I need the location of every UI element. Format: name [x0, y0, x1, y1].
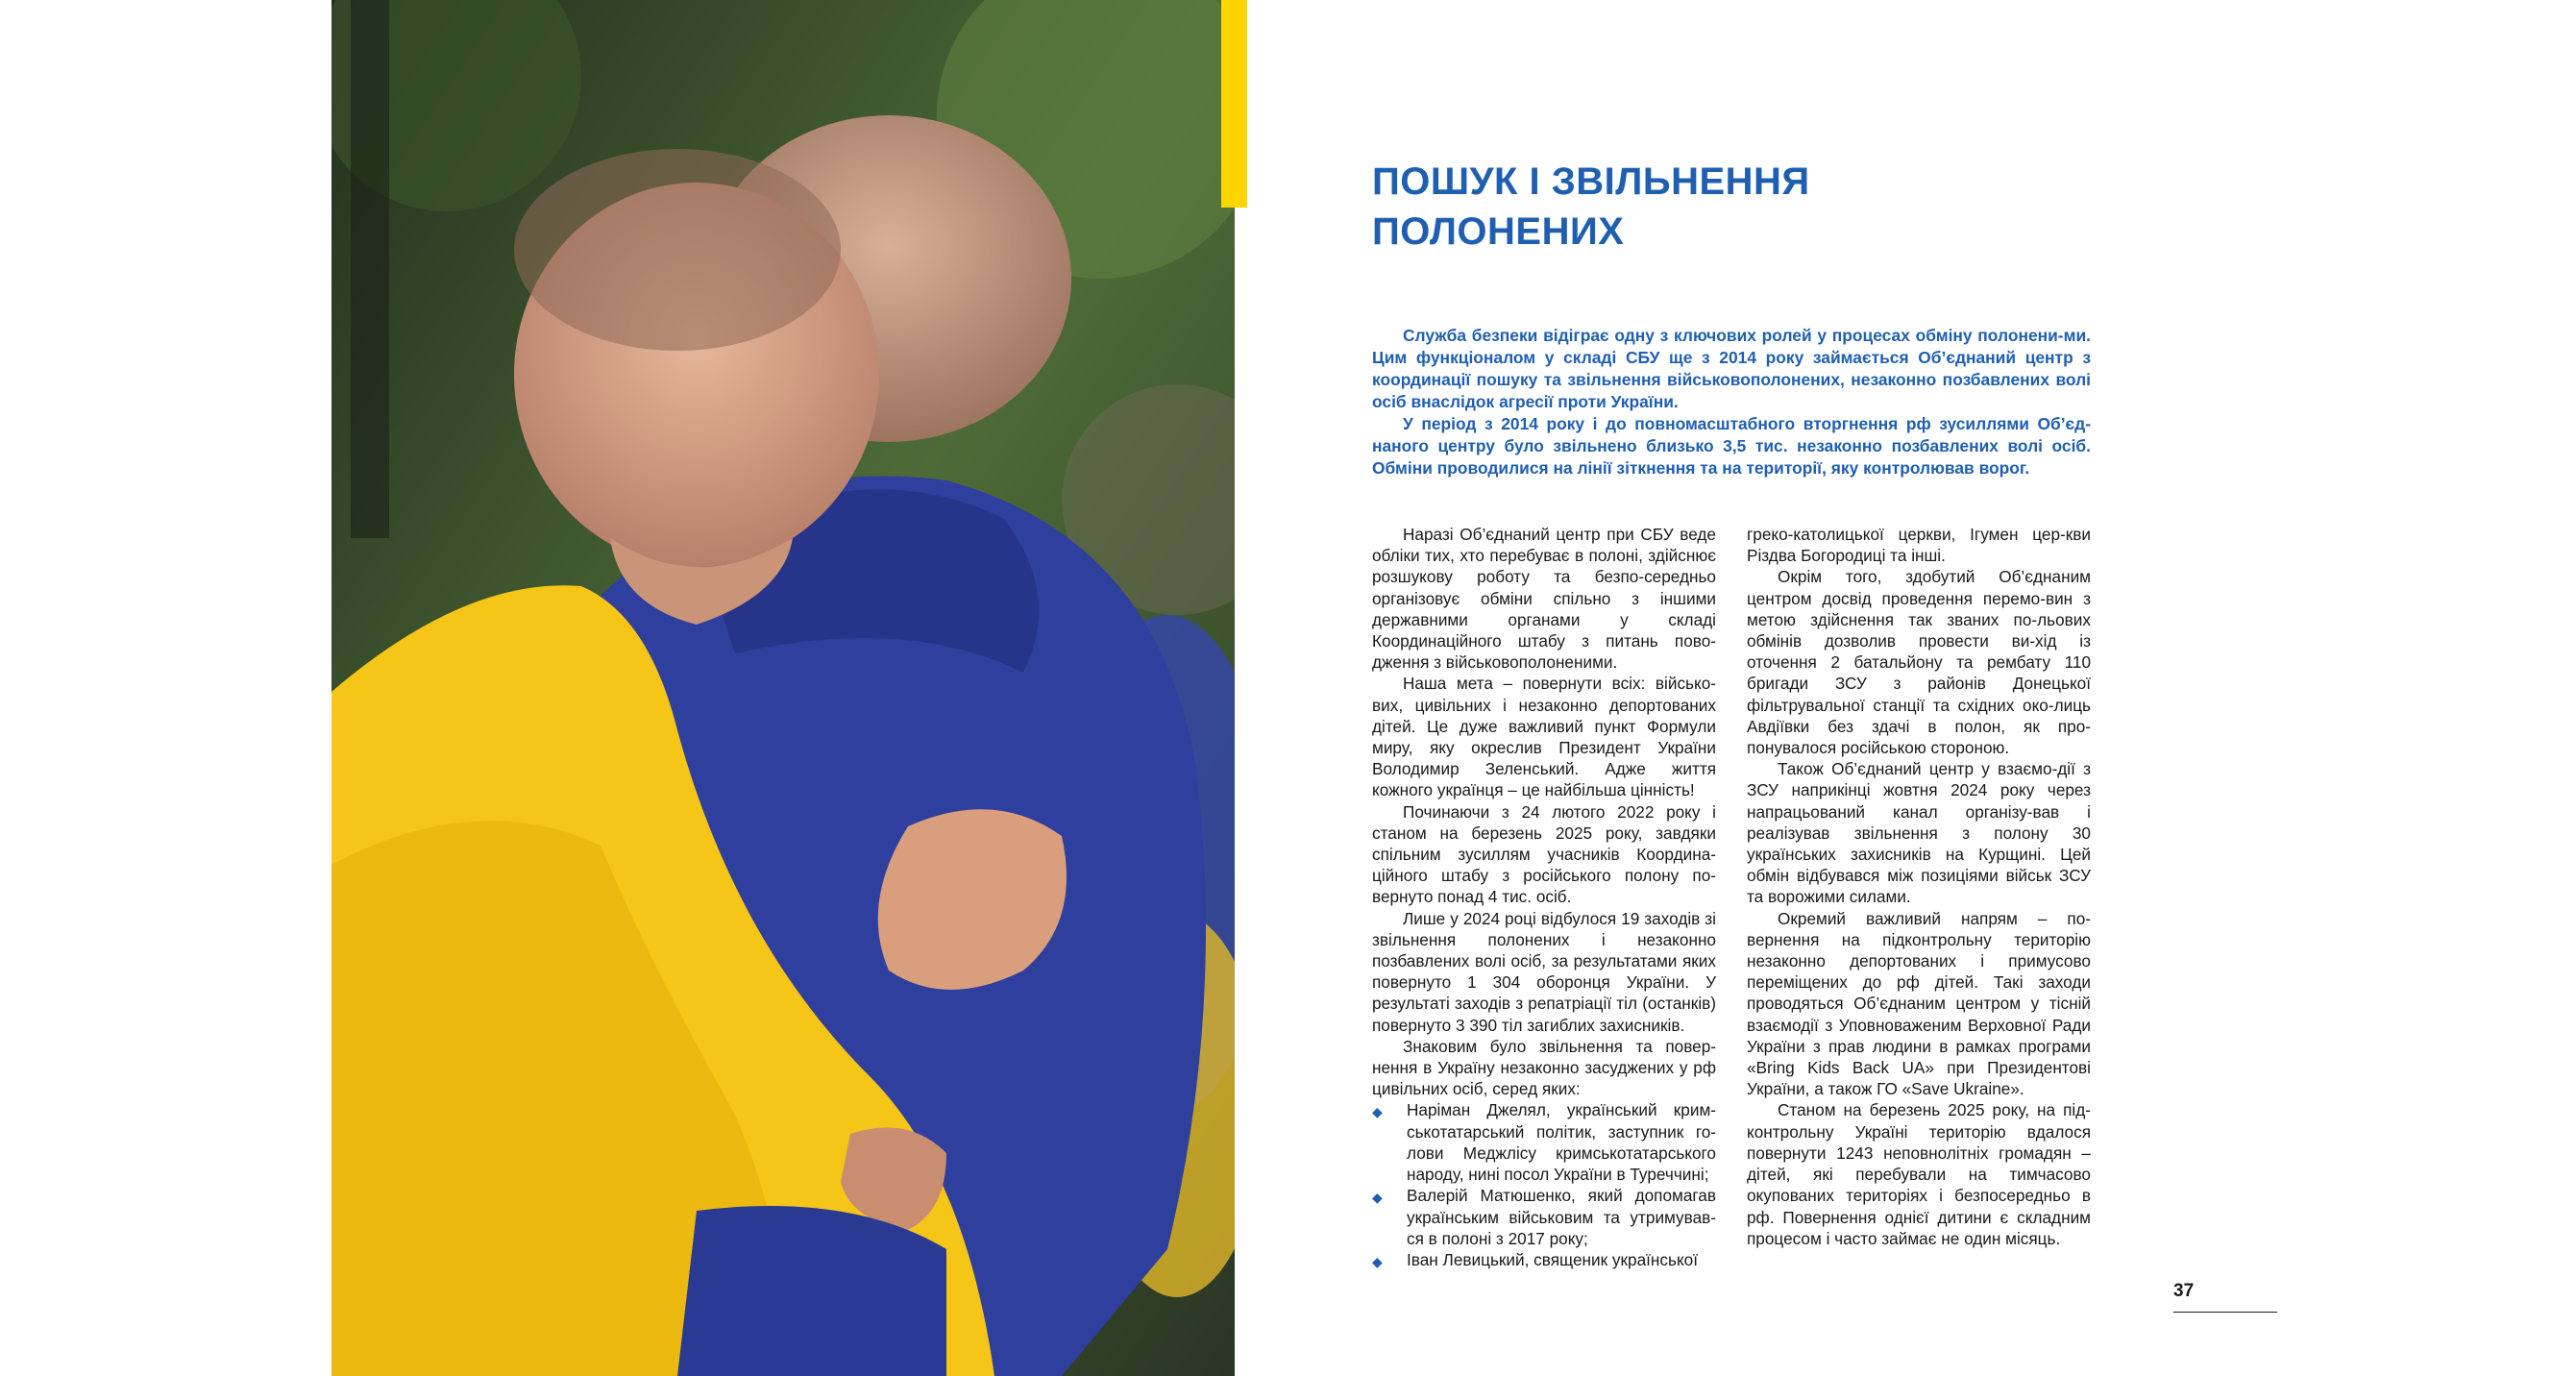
list-item-text: Іван Левицький, священик української [1407, 1249, 1699, 1269]
body-column-right [1747, 524, 2091, 1249]
page-title-line-2: ПОЛОНЕНИХ [1372, 210, 1625, 253]
diamond-bullet-icon: ◆ [1372, 1253, 1383, 1269]
list-item-text: Наріман Джелял, український крим-ськотатарський політик, заступник го-лови Меджлісу кримськотатарського народу, нині посол України в Туреччині; [1407, 1100, 1716, 1185]
body-column-left [1372, 524, 1716, 1270]
photo-hug-flag-icon [331, 0, 1235, 1376]
lead-paragraph-2: У період з 2014 року і до повномасштабного вторгнення рф зусиллями Об’єд-наного центру було звільнено близько 3,5 тис. незаконно позбавлених волі осіб. Обміни проводилися на лінії зіткнення та на території, яку контролював ворог. [1372, 414, 2091, 478]
body-paragraph: Окремий важливий напрям – по-вернення на підконтрольну територію незаконно депортованих і примусово переміщених до рф дітей. Такі заходи проводяться Об’єднаним центром у тісній взаємодії з Уповноваженим Верховної Ради України з прав людини в рамках програми «Bring Kids Back UA» при Президентові України, а також ГО «Save Ukraine». [1747, 908, 2091, 1099]
lead-paragraph-1: Служба безпеки відіграє одну з ключових ролей у процесах обміну полонени-ми. Цим функціоналом у складі СБУ ще з 2014 року займається Об’єднаний центр з координації пошуку та звільнення військовополонених, незаконно позбавлених волі осіб внаслідок агресії проти України. [1372, 326, 2091, 411]
page-title-line-1: ПОШУК І ЗВІЛЬНЕННЯ [1372, 160, 1810, 203]
body-paragraph: Лише у 2024 році відбулося 19 заходів зі звільнення полонених і незаконно позбавлених волі осіб, за результатами яких повернуто 1 304 оборонця України. У результаті заходів з репатріації тіл (останків) повернуто 3 390 тіл загиблих захисників. [1372, 908, 1716, 1035]
diamond-bullet-icon: ◆ [1372, 1190, 1383, 1206]
body-paragraph: Окрім того, здобутий Об’єднаним центром досвід проведення перемо-вин з метою здійснення так званих по-льових обмінів дозволив провести ви-хід із оточення 2 батальйону та рембату 110 бригади ЗСУ з районів Донецької фільтрувальної станції та східних око-лиць Авдіївки без здачі в полон, як про-понувалося російською стороною. [1747, 567, 2091, 758]
page-number-rule [2173, 1312, 2277, 1313]
body-paragraph: Наша мета – повернути всіх: військо-вих, цивільних і незаконно депортованих дітей. Це дуже важливий пункт Формули миру, яку окреслив Президент України Володимир Зеленський. Адже життя кожного українця – це найбільша цінність! [1372, 674, 1716, 800]
diamond-bullet-icon: ◆ [1372, 1104, 1383, 1120]
list-item [1372, 1099, 1716, 1185]
body-paragraph: Знаковим було звільнення та повер-нення в Україну незаконно засуджених у рф цивільних осіб, серед яких: [1372, 1036, 1716, 1099]
body-paragraph: Починаючи з 24 лютого 2022 року і станом на березень 2025 року, завдяки спільним зусиллям учасників Координа-ційного штабу з російського полону по-вернуто понад 4 тис. осіб. [1372, 801, 1716, 907]
page-number: 37 [2173, 1281, 2195, 1301]
body-paragraph: Наразі Об’єднаний центр при СБУ веде обліки тих, хто перебуває в полоні, здійснює розшукову роботу та безпо-середньо організовує обміни спільно з іншими державними органами у складі Координаційного штабу з питань пово-дження з військовополоненими. [1372, 525, 1716, 673]
lead-paragraphs [1372, 325, 2091, 479]
list-item-text: Валерій Матюшенко, який допомагав українським військовим та утримував-ся в полоні з 2017 року; [1407, 1186, 1716, 1248]
body-paragraph: Також Об’єднаний центр у взаємо-дії з ЗСУ наприкінці жовтня 2024 року через напрацьований канал організу-вав і реалізував звільнення з полону 30 українських захисників на Курщині. Цей обмін відбувався між позиціями військ ЗСУ та ворожими силами. [1747, 759, 2091, 907]
list-item [1372, 1185, 1716, 1249]
released-civilians-list [1372, 1099, 1716, 1270]
list-item [1372, 1249, 1716, 1270]
page-title [1372, 157, 2045, 257]
body-paragraph-continued: греко-католицької церкви, Ігумен цер-кви Різдва Богородиці та інші. [1747, 525, 2091, 566]
yellow-accent-bar [1221, 0, 1247, 208]
cover-photo [331, 0, 1235, 1376]
body-paragraph: Станом на березень 2025 року, на під-контрольну Україні територію вдалося повернути 1243 неповнолітніх громадян – дітей, які перебували на тимчасово окупованих територіях і безпосередньо в рф. Повернення однієї дитини є складним процесом і часто займає не один місяць. [1747, 1100, 2091, 1248]
